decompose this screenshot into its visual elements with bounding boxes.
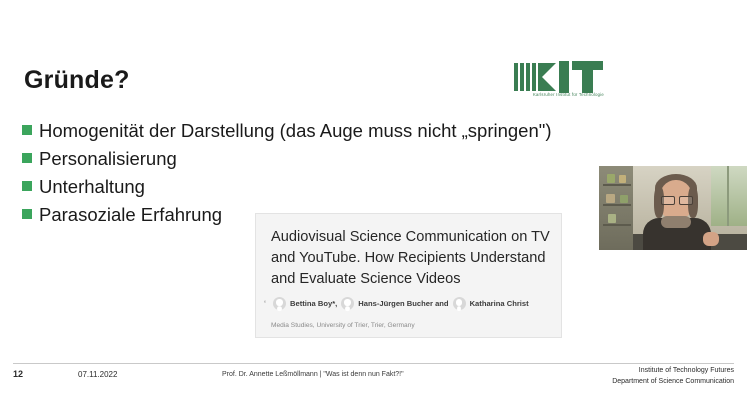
glasses-icon — [661, 196, 675, 205]
shelf-icon — [603, 204, 631, 206]
author-name: Bettina Boy*, — [290, 299, 338, 308]
shelf-icon — [603, 224, 631, 226]
plant-icon — [619, 175, 626, 183]
shelf-icon — [603, 184, 631, 186]
footer-presenter: Prof. Dr. Annette Leßmöllmann | "Was ist denn nun Fakt?!" — [222, 371, 404, 378]
kit-logo-subtitle: Karlsruher Institut für Technologie — [532, 92, 604, 97]
bullet-square-icon — [22, 209, 32, 219]
list-item — [22, 118, 582, 143]
bullet-square-icon — [22, 181, 32, 191]
paper-affiliation: Media Studies, University of Trier, Trier, Germany — [271, 322, 415, 329]
avatar — [273, 297, 286, 310]
bullet-label: Parasoziale Erfahrung — [39, 204, 223, 225]
paper-screenshot-card — [255, 213, 562, 338]
footer-institute — [612, 365, 734, 387]
page-number: 12 — [13, 369, 24, 379]
footer-institute-line2: Department of Science Communication — [612, 378, 734, 385]
footer-divider — [13, 363, 734, 364]
presenter-hand — [703, 232, 719, 246]
bullet-label: Personalisierung — [39, 148, 177, 169]
plant-icon — [607, 174, 615, 183]
list-item — [22, 174, 582, 199]
presenter-scarf — [661, 216, 691, 228]
plant-icon — [606, 194, 615, 203]
window-icon — [711, 166, 747, 226]
bullet-label: Homogenität der Darstellung (das Auge muss nicht „springen") — [39, 120, 552, 141]
footer-institute-line1: Institute of Technology Futures — [638, 367, 734, 374]
window-frame-icon — [727, 166, 729, 226]
footer-date: 07.11.2022 — [78, 370, 118, 379]
paper-authors — [264, 297, 559, 310]
plant-icon — [620, 195, 628, 203]
quote-mark: ‘ — [264, 298, 266, 309]
author-name: Katharina Christ — [469, 299, 529, 308]
bullet-label: Unterhaltung — [39, 176, 145, 197]
paper-title: Audiovisual Science Communication on TV and YouTube. How Recipients Understand and Evaluate Science Videos — [271, 229, 550, 287]
avatar — [341, 297, 354, 310]
list-item — [22, 146, 582, 171]
bullet-square-icon — [22, 153, 32, 163]
plant-icon — [608, 214, 616, 223]
bullet-square-icon — [22, 125, 32, 135]
author-name: Hans-Jürgen Bucher and — [358, 299, 449, 308]
glasses-icon — [679, 196, 693, 205]
page-title: Gründe? — [24, 66, 130, 94]
presenter-webcam-video[interactable] — [599, 166, 747, 250]
avatar — [453, 297, 466, 310]
webcam-background-left — [599, 166, 633, 250]
